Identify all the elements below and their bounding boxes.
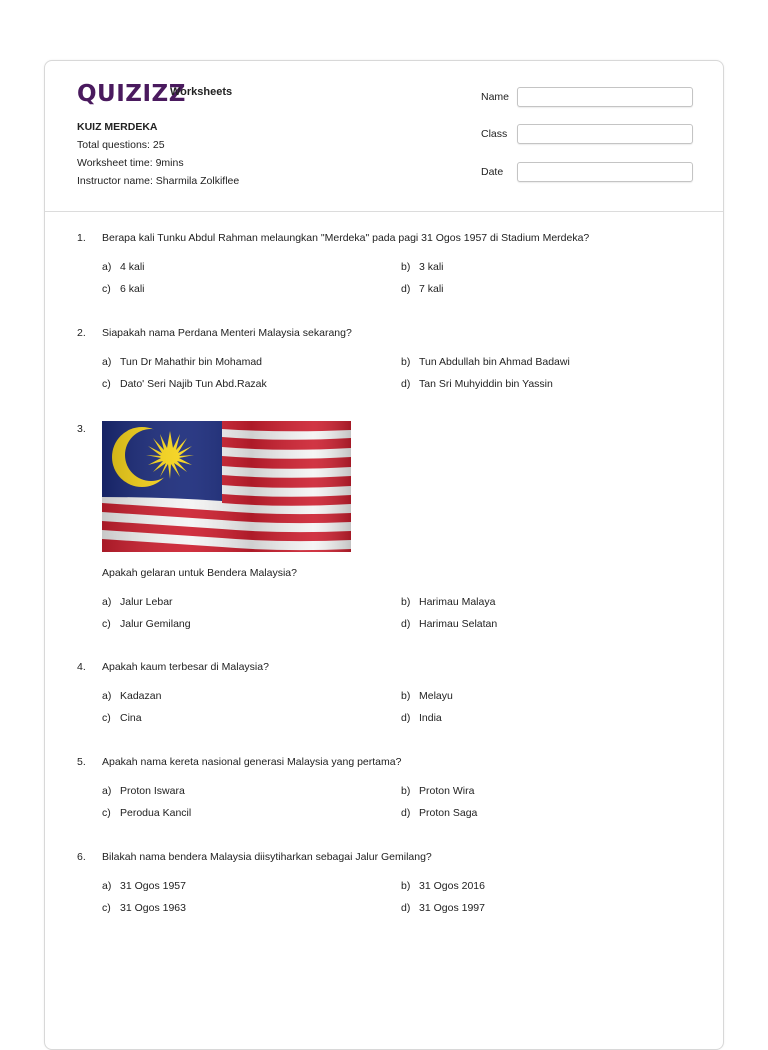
malaysia-flag-image xyxy=(102,421,351,552)
option-c[interactable]: c) Jalur Gemilang xyxy=(102,618,191,630)
option-b[interactable]: b) Harimau Malaya xyxy=(401,596,496,608)
option-a[interactable]: a) Kadazan xyxy=(102,690,162,702)
worksheet-time: Worksheet time: 9mins xyxy=(77,157,184,169)
question-number: 6. xyxy=(77,851,86,863)
question-number: 2. xyxy=(77,327,86,339)
name-label: Name xyxy=(481,91,510,103)
option-d[interactable]: d) Tan Sri Muhyiddin bin Yassin xyxy=(401,378,553,390)
option-c[interactable]: c) Dato' Seri Najib Tun Abd.Razak xyxy=(102,378,267,390)
option-d[interactable]: d) Harimau Selatan xyxy=(401,618,498,630)
total-questions: Total questions: 25 xyxy=(77,139,165,151)
option-c[interactable]: c) 6 kali xyxy=(102,283,145,295)
class-field[interactable] xyxy=(517,124,693,144)
quiz-title: KUIZ MERDEKA xyxy=(77,121,158,133)
question-text: Apakah nama kereta nasional generasi Malaysia yang pertama? xyxy=(102,756,402,768)
option-a[interactable]: a) Proton Iswara xyxy=(102,785,185,797)
date-label: Date xyxy=(481,166,504,178)
question-text: Apakah kaum terbesar di Malaysia? xyxy=(102,661,269,673)
question-text: Berapa kali Tunku Abdul Rahman melaungkan "Merdeka" pada pagi 31 Ogos 1957 di Stadium Merdeka? xyxy=(102,232,590,244)
question-text: Siapakah nama Perdana Menteri Malaysia sekarang? xyxy=(102,327,352,339)
option-c[interactable]: c) Perodua Kancil xyxy=(102,807,192,819)
option-d[interactable]: d) India xyxy=(401,712,442,724)
quizizz-logo: QUIZIZZ xyxy=(77,81,186,107)
date-field[interactable] xyxy=(517,162,693,182)
question-text: Bilakah nama bendera Malaysia diisytiharkan sebagai Jalur Gemilang? xyxy=(102,851,432,863)
option-b[interactable]: b) 31 Ogos 2016 xyxy=(401,880,485,892)
option-b[interactable]: b) Proton Wira xyxy=(401,785,475,797)
worksheet-page xyxy=(44,60,724,1050)
option-a[interactable]: a) Tun Dr Mahathir bin Mohamad xyxy=(102,356,263,368)
option-d[interactable]: d) 7 kali xyxy=(401,283,444,295)
worksheet-header xyxy=(45,61,723,212)
option-b[interactable]: b) Tun Abdullah bin Ahmad Badawi xyxy=(401,356,570,368)
class-label: Class xyxy=(481,128,508,140)
question-number: 1. xyxy=(77,232,86,244)
logo-subtitle: Worksheets xyxy=(170,86,233,98)
option-c[interactable]: c) 31 Ogos 1963 xyxy=(102,902,186,914)
question-text: Apakah gelaran untuk Bendera Malaysia? xyxy=(102,567,297,579)
question-number: 5. xyxy=(77,756,86,768)
option-a[interactable]: a) 31 Ogos 1957 xyxy=(102,880,186,892)
option-b[interactable]: b) Melayu xyxy=(401,690,453,702)
option-d[interactable]: d) 31 Ogos 1997 xyxy=(401,902,485,914)
question-number: 4. xyxy=(77,661,86,673)
option-c[interactable]: c) Cina xyxy=(102,712,142,724)
option-a[interactable]: a) 4 kali xyxy=(102,261,145,273)
instructor-name: Instructor name: Sharmila Zolkiflee xyxy=(77,175,240,187)
name-field[interactable] xyxy=(517,87,693,107)
option-d[interactable]: d) Proton Saga xyxy=(401,807,478,819)
question-number: 3. xyxy=(77,423,86,435)
option-a[interactable]: a) Jalur Lebar xyxy=(102,596,173,608)
option-b[interactable]: b) 3 kali xyxy=(401,261,444,273)
